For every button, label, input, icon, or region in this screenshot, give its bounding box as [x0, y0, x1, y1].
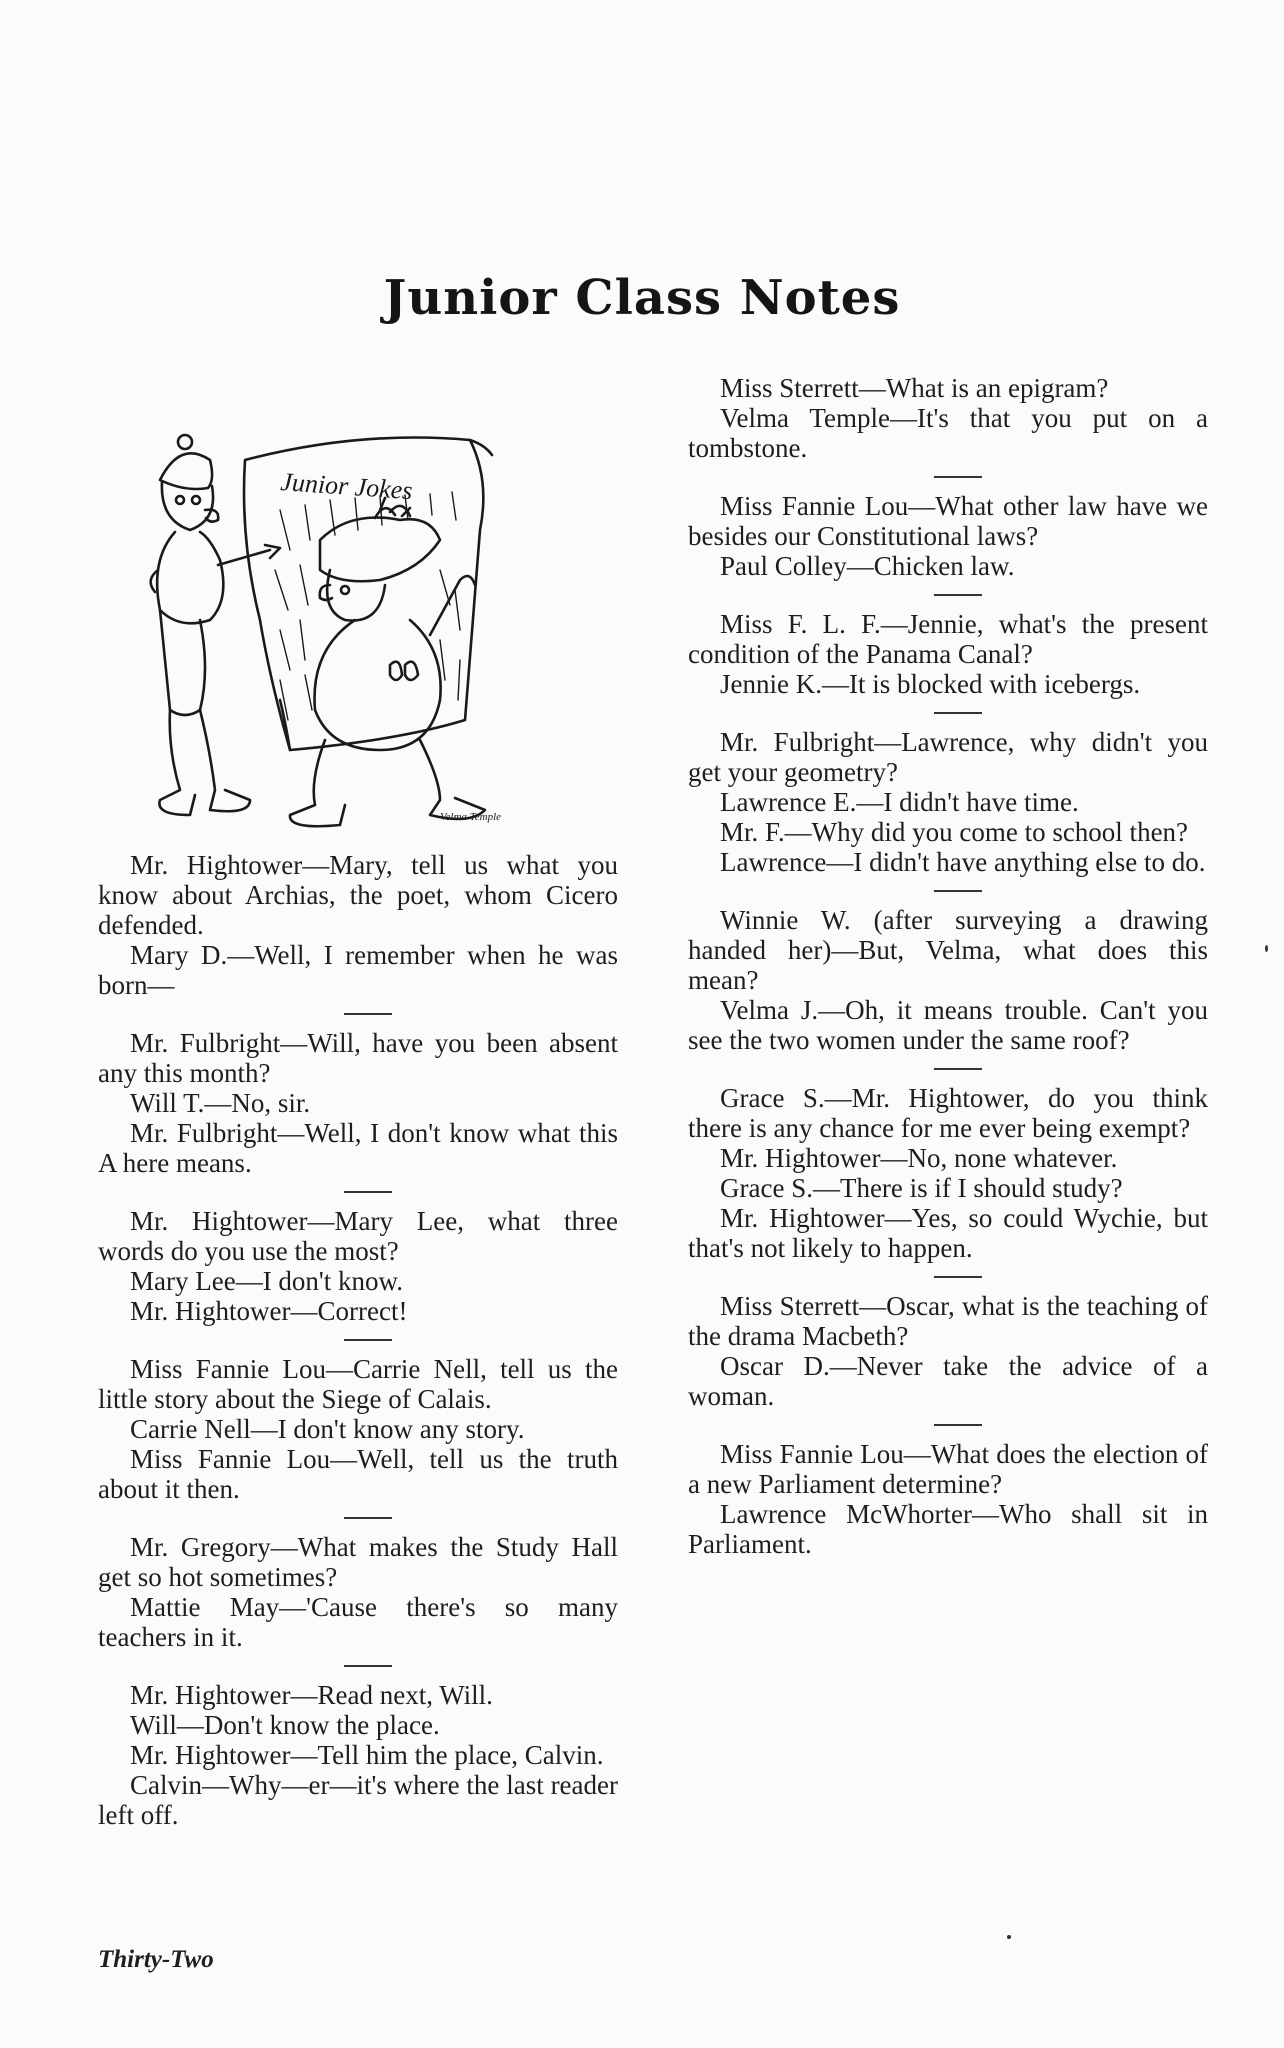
joke-separator — [934, 1276, 982, 1278]
joke — [98, 1532, 618, 1652]
joke-separator — [934, 712, 982, 714]
dialogue-line: Mr. Hightower—Yes, so could Wychie, but that's not likely to happen. — [688, 1203, 1208, 1263]
joke-separator — [934, 594, 982, 596]
dialogue-line: Mr. Hightower—Mary, tell us what you know about Archias, the poet, whom Cicero defended. — [98, 850, 618, 940]
joke — [688, 373, 1208, 463]
page-title: Junior Class Notes — [383, 270, 901, 326]
dialogue-line: Mr. Fulbright—Will, have you been absent any this month? — [98, 1028, 618, 1088]
dialogue-line: Mr. Gregory—What makes the Study Hall get so hot sometimes? — [98, 1532, 618, 1592]
dialogue-line: Lawrence—I didn't have anything else to do. — [720, 847, 1206, 877]
joke-separator — [934, 476, 982, 478]
right-column — [688, 373, 1208, 1559]
dialogue-line: Oscar D.—Never take the advice of a woman. — [688, 1351, 1208, 1411]
joke-separator — [344, 1665, 392, 1667]
joke-separator — [344, 1191, 392, 1193]
dialogue-line: Velma Temple—It's that you put on a tombstone. — [688, 403, 1208, 463]
dialogue-line: Mr. Hightower—No, none whatever. — [720, 1143, 1118, 1173]
joke-separator — [934, 1424, 982, 1426]
joke — [688, 905, 1208, 1055]
dialogue-line: Mattie May—'Cause there's so many teachers in it. — [98, 1592, 618, 1652]
joke — [98, 1206, 618, 1326]
dialogue-line: Miss Fannie Lou—What does the election of a new Parliament determine? — [688, 1439, 1208, 1499]
junior-jokes-cartoon — [140, 420, 600, 840]
joke-separator — [934, 890, 982, 892]
page-number: Thirty-Two — [98, 1946, 214, 1973]
dialogue-line: Mary Lee—I don't know. — [130, 1266, 404, 1296]
dialogue-line: Mr. Hightower—Mary Lee, what three words do you use the most? — [98, 1206, 618, 1266]
dialogue-line: Grace S.—Mr. Hightower, do you think there is any chance for me ever being exempt? — [688, 1083, 1208, 1143]
joke — [688, 1291, 1208, 1411]
dialogue-line: Will T.—No, sir. — [130, 1088, 311, 1118]
cartoon-paper-heading: Junior Jokes — [279, 467, 414, 506]
dialogue-line: Mr. Fulbright—Lawrence, why didn't you get your geometry? — [688, 727, 1208, 787]
dialogue-line: Mary D.—Well, I remember when he was born— — [98, 940, 618, 1000]
joke — [98, 1354, 618, 1504]
dialogue-line: Mr. Hightower—Correct! — [130, 1296, 408, 1326]
joke — [688, 491, 1208, 581]
dialogue-line: Miss Sterrett—Oscar, what is the teaching of the drama Macbeth? — [688, 1291, 1208, 1351]
print-speck — [1007, 1935, 1011, 1939]
dialogue-line: Winnie W. (after surveying a drawing handed her)—But, Velma, what does this mean? — [688, 905, 1208, 995]
dialogue-line: Mr. Hightower—Tell him the place, Calvin. — [130, 1740, 604, 1770]
joke — [98, 850, 618, 1000]
dialogue-line: Carrie Nell—I don't know any story. — [130, 1414, 525, 1444]
dialogue-line: Velma J.—Oh, it means trouble. Can't you see the two women under the same roof? — [688, 995, 1208, 1055]
dialogue-line: Miss Fannie Lou—Well, tell us the truth about it then. — [98, 1444, 618, 1504]
dialogue-line: Paul Colley—Chicken law. — [720, 551, 1015, 581]
dialogue-line: Lawrence McWhorter—Who shall sit in Parliament. — [688, 1499, 1208, 1559]
left-column — [98, 850, 618, 1830]
dialogue-line: Calvin—Why—er—it's where the last reader left off. — [98, 1770, 618, 1830]
dialogue-line: Mr. Hightower—Read next, Will. — [130, 1680, 493, 1710]
dialogue-line: Grace S.—There is if I should study? — [720, 1173, 1123, 1203]
dialogue-line: Mr. Fulbright—Well, I don't know what this A here means. — [98, 1118, 618, 1178]
dialogue-line: Miss Fannie Lou—What other law have we besides our Constitutional laws? — [688, 491, 1208, 551]
dialogue-line: Lawrence E.—I didn't have time. — [720, 787, 1079, 817]
joke — [688, 609, 1208, 699]
joke — [98, 1680, 618, 1830]
joke — [688, 1083, 1208, 1263]
dialogue-line: Will—Don't know the place. — [130, 1710, 440, 1740]
joke-separator — [344, 1013, 392, 1015]
joke — [688, 1439, 1208, 1559]
joke-separator — [344, 1517, 392, 1519]
print-speck — [1265, 945, 1268, 952]
dialogue-line: Mr. F.—Why did you come to school then? — [720, 817, 1189, 847]
joke — [688, 727, 1208, 877]
joke — [98, 1028, 618, 1178]
left-figure-cap — [160, 453, 212, 489]
dialogue-line: Jennie K.—It is blocked with icebergs. — [720, 669, 1141, 699]
dialogue-line: Miss Sterrett—What is an epigram? — [720, 373, 1109, 403]
joke-separator — [934, 1068, 982, 1070]
right-figure-hat — [320, 518, 440, 582]
dialogue-line: Miss F. L. F.—Jennie, what's the present condition of the Panama Canal? — [688, 609, 1208, 669]
cartoon-signature: Velma Temple — [440, 811, 502, 823]
joke-separator — [344, 1339, 392, 1341]
dialogue-line: Miss Fannie Lou—Carrie Nell, tell us the little story about the Siege of Calais. — [98, 1354, 618, 1414]
